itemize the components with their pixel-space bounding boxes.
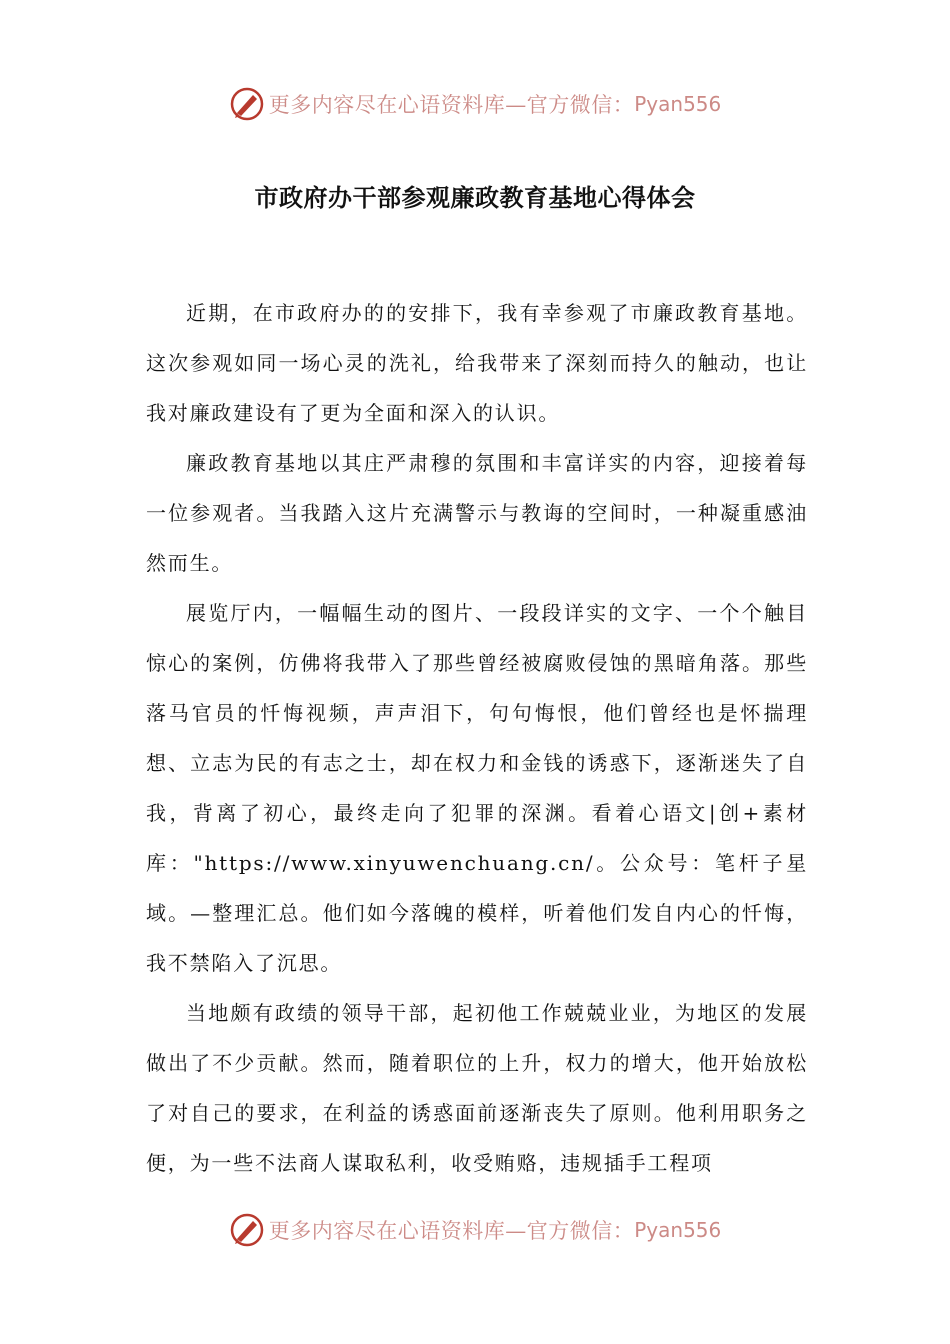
- header-banner: [0, 84, 950, 124]
- document-title: 市政府办干部参观廉政教育基地心得体会: [254, 184, 696, 212]
- footer-banner: [0, 1210, 950, 1250]
- document-body: [146, 288, 808, 1188]
- paragraph: 廉政教育基地以其庄严肃穆的氛围和丰富详实的内容，迎接着每一位参观者。当我踏入这片充满警示与教诲的空间时，一种凝重感油然而生。: [146, 451, 808, 575]
- paragraph: 当地颇有政绩的领导干部，起初他工作兢兢业业，为地区的发展做出了不少贡献。然而，随着职位的上升，权力的增大，他开始放松了对自己的要求，在利益的诱惑面前逐渐丧失了原则。他利用职务之便，为一些不法商人谋取私利，收受贿赂，违规插手工程项: [146, 1001, 808, 1175]
- pen-logo-icon: [229, 86, 265, 122]
- banner-text: 更多内容尽在心语资料库—官方微信：: [268, 93, 635, 117]
- pen-logo-icon: [229, 1212, 265, 1248]
- banner-contact: Pyan556: [634, 92, 722, 116]
- paragraph: 近期，在市政府办的的安排下，我有幸参观了市廉政教育基地。这次参观如同一场心灵的洗礼，给我带来了深刻而持久的触动，也让我对廉政建设有了更为全面和深入的认识。: [146, 301, 808, 425]
- banner-contact: Pyan556: [634, 1218, 722, 1242]
- paragraph: 展览厅内，一幅幅生动的图片、一段段详实的文字、一个个触目惊心的案例，仿佛将我带入了那些曾经被腐败侵蚀的黑暗角落。那些落马官员的忏悔视频，声声泪下，句句悔恨，他们曾经也是怀揣理想、立志为民的有志之士，却在权力和金钱的诱惑下，逐渐迷失了自我，背离了初心，最终走向了犯罪的深渊。看着心语文|创+素材库："https://www.xinyuwenchuang.cn/。公众号：笔杆子星域。—整理汇总。他们如今落魄的模样，听着他们发自内心的忏悔，我不禁陷入了沉思。: [146, 601, 808, 975]
- banner-text: 更多内容尽在心语资料库—官方微信：: [268, 1219, 635, 1243]
